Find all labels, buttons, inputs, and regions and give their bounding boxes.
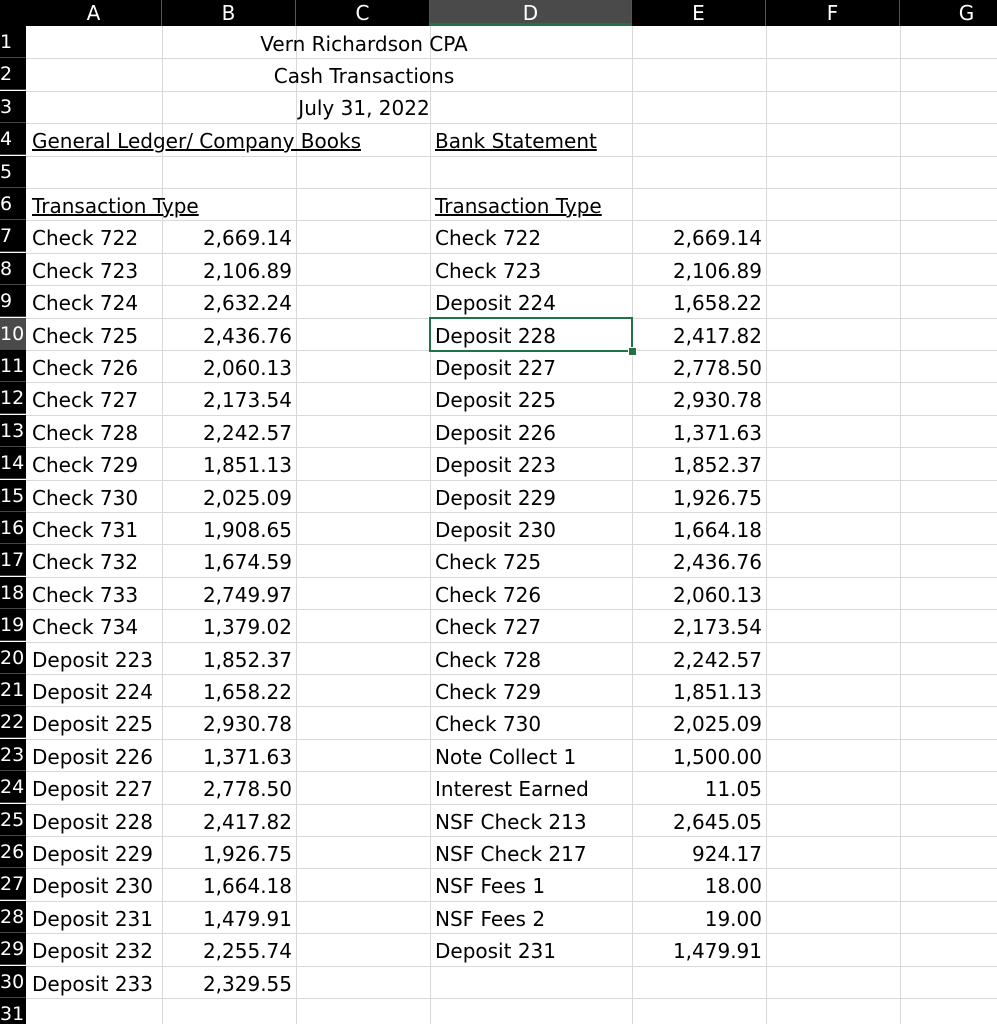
row-number: 21 (0, 679, 25, 701)
bank-type-cell[interactable]: Note Collect 1 (435, 744, 577, 769)
column-header-a[interactable]: A (26, 0, 162, 26)
bank-type-cell[interactable]: Deposit 223 (435, 453, 556, 478)
bank-type-label[interactable]: Transaction Type (435, 194, 602, 218)
row-header-8[interactable] (0, 253, 26, 285)
row-header-30[interactable] (0, 966, 26, 998)
ledger-type-cell[interactable]: Check 725 (32, 323, 139, 348)
vertical-gridline (430, 26, 431, 1024)
ledger-amount-cell[interactable]: 1,664.18 (202, 874, 292, 899)
title-cell[interactable]: Vern Richardson CPA (260, 32, 468, 56)
row-header-17[interactable] (0, 544, 26, 576)
row-header-6[interactable] (0, 188, 26, 220)
row-header-31[interactable] (0, 998, 26, 1024)
bank-amount-cell[interactable]: 1,658.22 (672, 291, 762, 316)
bank-type-cell[interactable]: Check 729 (435, 680, 542, 704)
bank-amount-cell[interactable]: 19.00 (704, 906, 762, 931)
horizontal-gridline (26, 188, 997, 189)
row-header-16[interactable] (0, 512, 26, 544)
ledger-amount-cell[interactable]: 1,926.75 (202, 842, 292, 866)
row-header-9[interactable] (0, 285, 26, 317)
bank-amount-cell[interactable]: 1,500.00 (672, 744, 762, 769)
bank-amount-cell[interactable]: 2,778.50 (672, 356, 762, 380)
row-number: 1 (0, 31, 13, 53)
ledger-type-cell[interactable]: Check 728 (32, 420, 139, 445)
bank-heading[interactable]: Bank Statement (435, 129, 597, 153)
row-number: 31 (0, 1003, 25, 1024)
row-header-11[interactable] (0, 350, 26, 382)
row-number: 14 (0, 452, 25, 475)
row-header-4[interactable] (0, 123, 26, 155)
ledger-amount-cell[interactable]: 1,674.59 (202, 550, 292, 575)
row-number: 20 (0, 646, 25, 669)
row-header-23[interactable] (0, 739, 26, 771)
ledger-type-cell[interactable]: Deposit 229 (32, 842, 153, 866)
ledger-amount-cell[interactable]: 2,255.74 (202, 939, 292, 964)
bank-amount-cell[interactable]: 1,371.63 (672, 420, 762, 445)
bank-amount-cell[interactable]: 2,060.13 (672, 582, 762, 607)
bank-amount-cell[interactable]: 2,242.57 (672, 647, 762, 672)
ledger-type-cell[interactable]: Deposit 227 (32, 777, 153, 802)
row-header-27[interactable] (0, 868, 26, 900)
bank-amount-cell[interactable]: 924.17 (692, 842, 762, 866)
row-header-28[interactable] (0, 901, 26, 933)
ledger-type-cell[interactable]: Deposit 233 (32, 971, 153, 996)
row-header-21[interactable] (0, 674, 26, 706)
ledger-type-cell[interactable]: Deposit 224 (32, 680, 153, 704)
ledger-amount-cell[interactable]: 2,778.50 (202, 777, 292, 802)
row-number: 25 (0, 808, 25, 831)
row-number: 15 (0, 484, 25, 507)
row-number: 28 (0, 905, 25, 928)
row-number: 9 (0, 290, 13, 313)
row-number: 23 (0, 743, 25, 766)
fill-handle[interactable] (628, 347, 637, 356)
ledger-amount-cell[interactable]: 2,417.82 (202, 809, 292, 834)
ledger-amount-cell[interactable]: 2,329.55 (202, 971, 292, 996)
row-number: 24 (0, 776, 25, 799)
ledger-type-cell[interactable]: Check 729 (32, 453, 139, 478)
ledger-amount-cell[interactable]: 1,658.22 (202, 680, 292, 704)
ledger-amount-cell[interactable]: 1,852.37 (202, 647, 292, 672)
bank-type-cell[interactable]: Check 728 (435, 647, 542, 672)
ledger-amount-cell[interactable]: 2,669.14 (202, 226, 292, 251)
ledger-type-cell[interactable]: Check 727 (32, 388, 139, 413)
row-number: 7 (0, 225, 13, 248)
bank-type-cell[interactable]: NSF Fees 1 (435, 874, 546, 899)
ledger-amount-cell[interactable]: 2,173.54 (202, 388, 292, 413)
bank-type-cell[interactable]: NSF Fees 2 (435, 906, 546, 931)
bank-amount-cell[interactable]: 2,669.14 (672, 226, 762, 251)
row-header-12[interactable] (0, 382, 26, 414)
row-number: 29 (0, 938, 25, 961)
ledger-amount-cell[interactable]: 2,930.78 (202, 712, 292, 737)
ledger-type-cell[interactable]: Check 734 (32, 615, 139, 640)
select-all-corner[interactable] (0, 0, 26, 26)
row-number: 30 (0, 970, 25, 993)
bank-amount-cell[interactable]: 2,436.76 (672, 550, 762, 575)
ledger-amount-cell[interactable]: 2,242.57 (202, 420, 292, 445)
row-header-26[interactable] (0, 836, 26, 868)
column-header-d[interactable]: D (430, 0, 632, 26)
bank-amount-cell[interactable]: 11.05 (704, 777, 762, 802)
bank-type-cell[interactable]: Deposit 225 (435, 388, 556, 413)
ledger-amount-cell[interactable]: 1,479.91 (202, 906, 292, 931)
ledger-type-cell[interactable]: Check 722 (32, 226, 139, 251)
bank-type-cell[interactable]: Deposit 231 (435, 939, 556, 964)
ledger-amount-cell[interactable]: 1,379.02 (202, 615, 292, 640)
row-number: 5 (0, 160, 13, 183)
ledger-heading[interactable]: General Ledger/ Company Books (32, 129, 361, 153)
row-header-18[interactable] (0, 577, 26, 609)
row-number: 27 (0, 873, 25, 896)
row-number: 18 (0, 581, 25, 604)
row-number: 2 (0, 63, 13, 86)
bank-type-cell[interactable]: Check 722 (435, 226, 542, 251)
bank-type-cell[interactable]: Deposit 229 (435, 485, 556, 510)
column-header-b[interactable]: B (162, 0, 296, 26)
bank-amount-cell[interactable]: 2,417.82 (672, 323, 762, 348)
vertical-gridline (900, 26, 901, 1024)
subtitle-cell[interactable]: Cash Transactions (273, 64, 455, 88)
bank-amount-cell[interactable]: 1,479.91 (672, 939, 762, 964)
bank-type-cell[interactable]: NSF Check 213 (435, 809, 587, 834)
row-number: 16 (0, 517, 25, 539)
ledger-amount-cell[interactable]: 2,106.89 (202, 258, 292, 283)
row-header-1[interactable] (0, 26, 26, 58)
column-header-c[interactable]: C (296, 0, 430, 26)
bank-type-cell[interactable]: Deposit 226 (435, 420, 556, 445)
row-header-24[interactable] (0, 771, 26, 803)
ledger-amount-cell[interactable]: 2,025.09 (202, 485, 292, 510)
ledger-type-cell[interactable]: Check 724 (32, 291, 139, 316)
ledger-type-cell[interactable]: Check 733 (32, 582, 139, 607)
ledger-type-cell[interactable]: Check 730 (32, 485, 139, 510)
ledger-type-cell[interactable]: Deposit 232 (32, 939, 153, 964)
row-header-2[interactable] (0, 58, 26, 90)
ledger-amount-cell[interactable]: 1,908.65 (202, 518, 292, 542)
bank-amount-cell[interactable]: 2,930.78 (672, 388, 762, 413)
date-cell[interactable]: July 31, 2022 (298, 96, 430, 120)
bank-type-cell[interactable]: Deposit 228 (435, 323, 556, 348)
ledger-amount-cell[interactable]: 2,060.13 (202, 356, 292, 380)
bank-type-cell[interactable]: Check 726 (435, 582, 542, 607)
ledger-type-cell[interactable]: Check 723 (32, 258, 139, 283)
row-number: 8 (0, 257, 13, 280)
bank-type-cell[interactable]: Check 723 (435, 258, 542, 283)
row-header-7[interactable] (0, 220, 26, 252)
ledger-type-cell[interactable]: Check 726 (32, 356, 139, 380)
ledger-amount-cell[interactable]: 2,436.76 (202, 323, 292, 348)
column-header-f[interactable]: F (766, 0, 900, 26)
bank-amount-cell[interactable]: 2,645.05 (672, 809, 762, 834)
row-header-19[interactable] (0, 609, 26, 641)
row-header-15[interactable] (0, 480, 26, 512)
bank-type-cell[interactable]: Deposit 227 (435, 356, 556, 380)
bank-type-cell[interactable]: Check 727 (435, 615, 542, 640)
bank-amount-cell[interactable]: 1,926.75 (672, 485, 762, 510)
row-header-3[interactable] (0, 91, 26, 123)
ledger-type-cell[interactable]: Check 732 (32, 550, 139, 575)
row-number: 17 (0, 549, 25, 572)
bank-type-cell[interactable]: Deposit 224 (435, 291, 556, 316)
bank-amount-cell[interactable]: 1,852.37 (672, 453, 762, 478)
ledger-type-cell[interactable]: Deposit 225 (32, 712, 153, 737)
column-header-e[interactable]: E (632, 0, 766, 26)
bank-type-cell[interactable]: Interest Earned (435, 777, 589, 802)
bank-amount-cell[interactable]: 1,664.18 (672, 518, 762, 542)
row-header-13[interactable] (0, 415, 26, 447)
row-number: 13 (0, 419, 25, 442)
row-header-22[interactable] (0, 706, 26, 738)
ledger-amount-cell[interactable]: 1,851.13 (202, 453, 292, 478)
bank-type-cell[interactable]: Check 725 (435, 550, 542, 575)
ledger-type-cell[interactable]: Deposit 231 (32, 906, 153, 931)
bank-amount-cell[interactable]: 2,173.54 (672, 615, 762, 640)
row-number: 10 (0, 322, 25, 345)
ledger-type-label[interactable]: Transaction Type (32, 194, 199, 218)
row-header-29[interactable] (0, 933, 26, 965)
row-number: 4 (0, 128, 13, 151)
ledger-amount-cell[interactable]: 2,632.24 (202, 291, 292, 316)
bank-amount-cell[interactable]: 2,106.89 (672, 258, 762, 283)
bank-type-cell[interactable]: Deposit 230 (435, 518, 556, 542)
bank-amount-cell[interactable]: 1,851.13 (672, 680, 762, 704)
active-cell-border[interactable] (429, 317, 633, 352)
bank-type-cell[interactable]: Check 730 (435, 712, 542, 737)
ledger-type-cell[interactable]: Deposit 228 (32, 809, 153, 834)
ledger-amount-cell[interactable]: 1,371.63 (202, 744, 292, 769)
vertical-gridline (296, 26, 297, 1024)
ledger-amount-cell[interactable]: 2,749.97 (202, 582, 292, 607)
row-number: 12 (0, 387, 25, 410)
column-header-g[interactable]: G (900, 0, 997, 26)
ledger-type-cell[interactable]: Check 731 (32, 518, 139, 542)
row-number: 11 (0, 355, 25, 377)
bank-type-cell[interactable]: NSF Check 217 (435, 842, 587, 866)
row-number: 26 (0, 841, 25, 863)
ledger-type-cell[interactable]: Deposit 226 (32, 744, 153, 769)
ledger-type-cell[interactable]: Deposit 230 (32, 874, 153, 899)
vertical-gridline (766, 26, 767, 1024)
row-number: 19 (0, 614, 25, 637)
row-number: 22 (0, 711, 25, 734)
bank-amount-cell[interactable]: 18.00 (704, 874, 762, 899)
row-header-5[interactable] (0, 156, 26, 188)
row-header-14[interactable] (0, 447, 26, 479)
ledger-type-cell[interactable]: Deposit 223 (32, 647, 153, 672)
bank-amount-cell[interactable]: 2,025.09 (672, 712, 762, 737)
row-header-10[interactable] (0, 318, 26, 350)
row-header-25[interactable] (0, 804, 26, 836)
row-header-20[interactable] (0, 642, 26, 674)
row-number: 3 (0, 95, 13, 118)
row-number: 6 (0, 193, 13, 215)
